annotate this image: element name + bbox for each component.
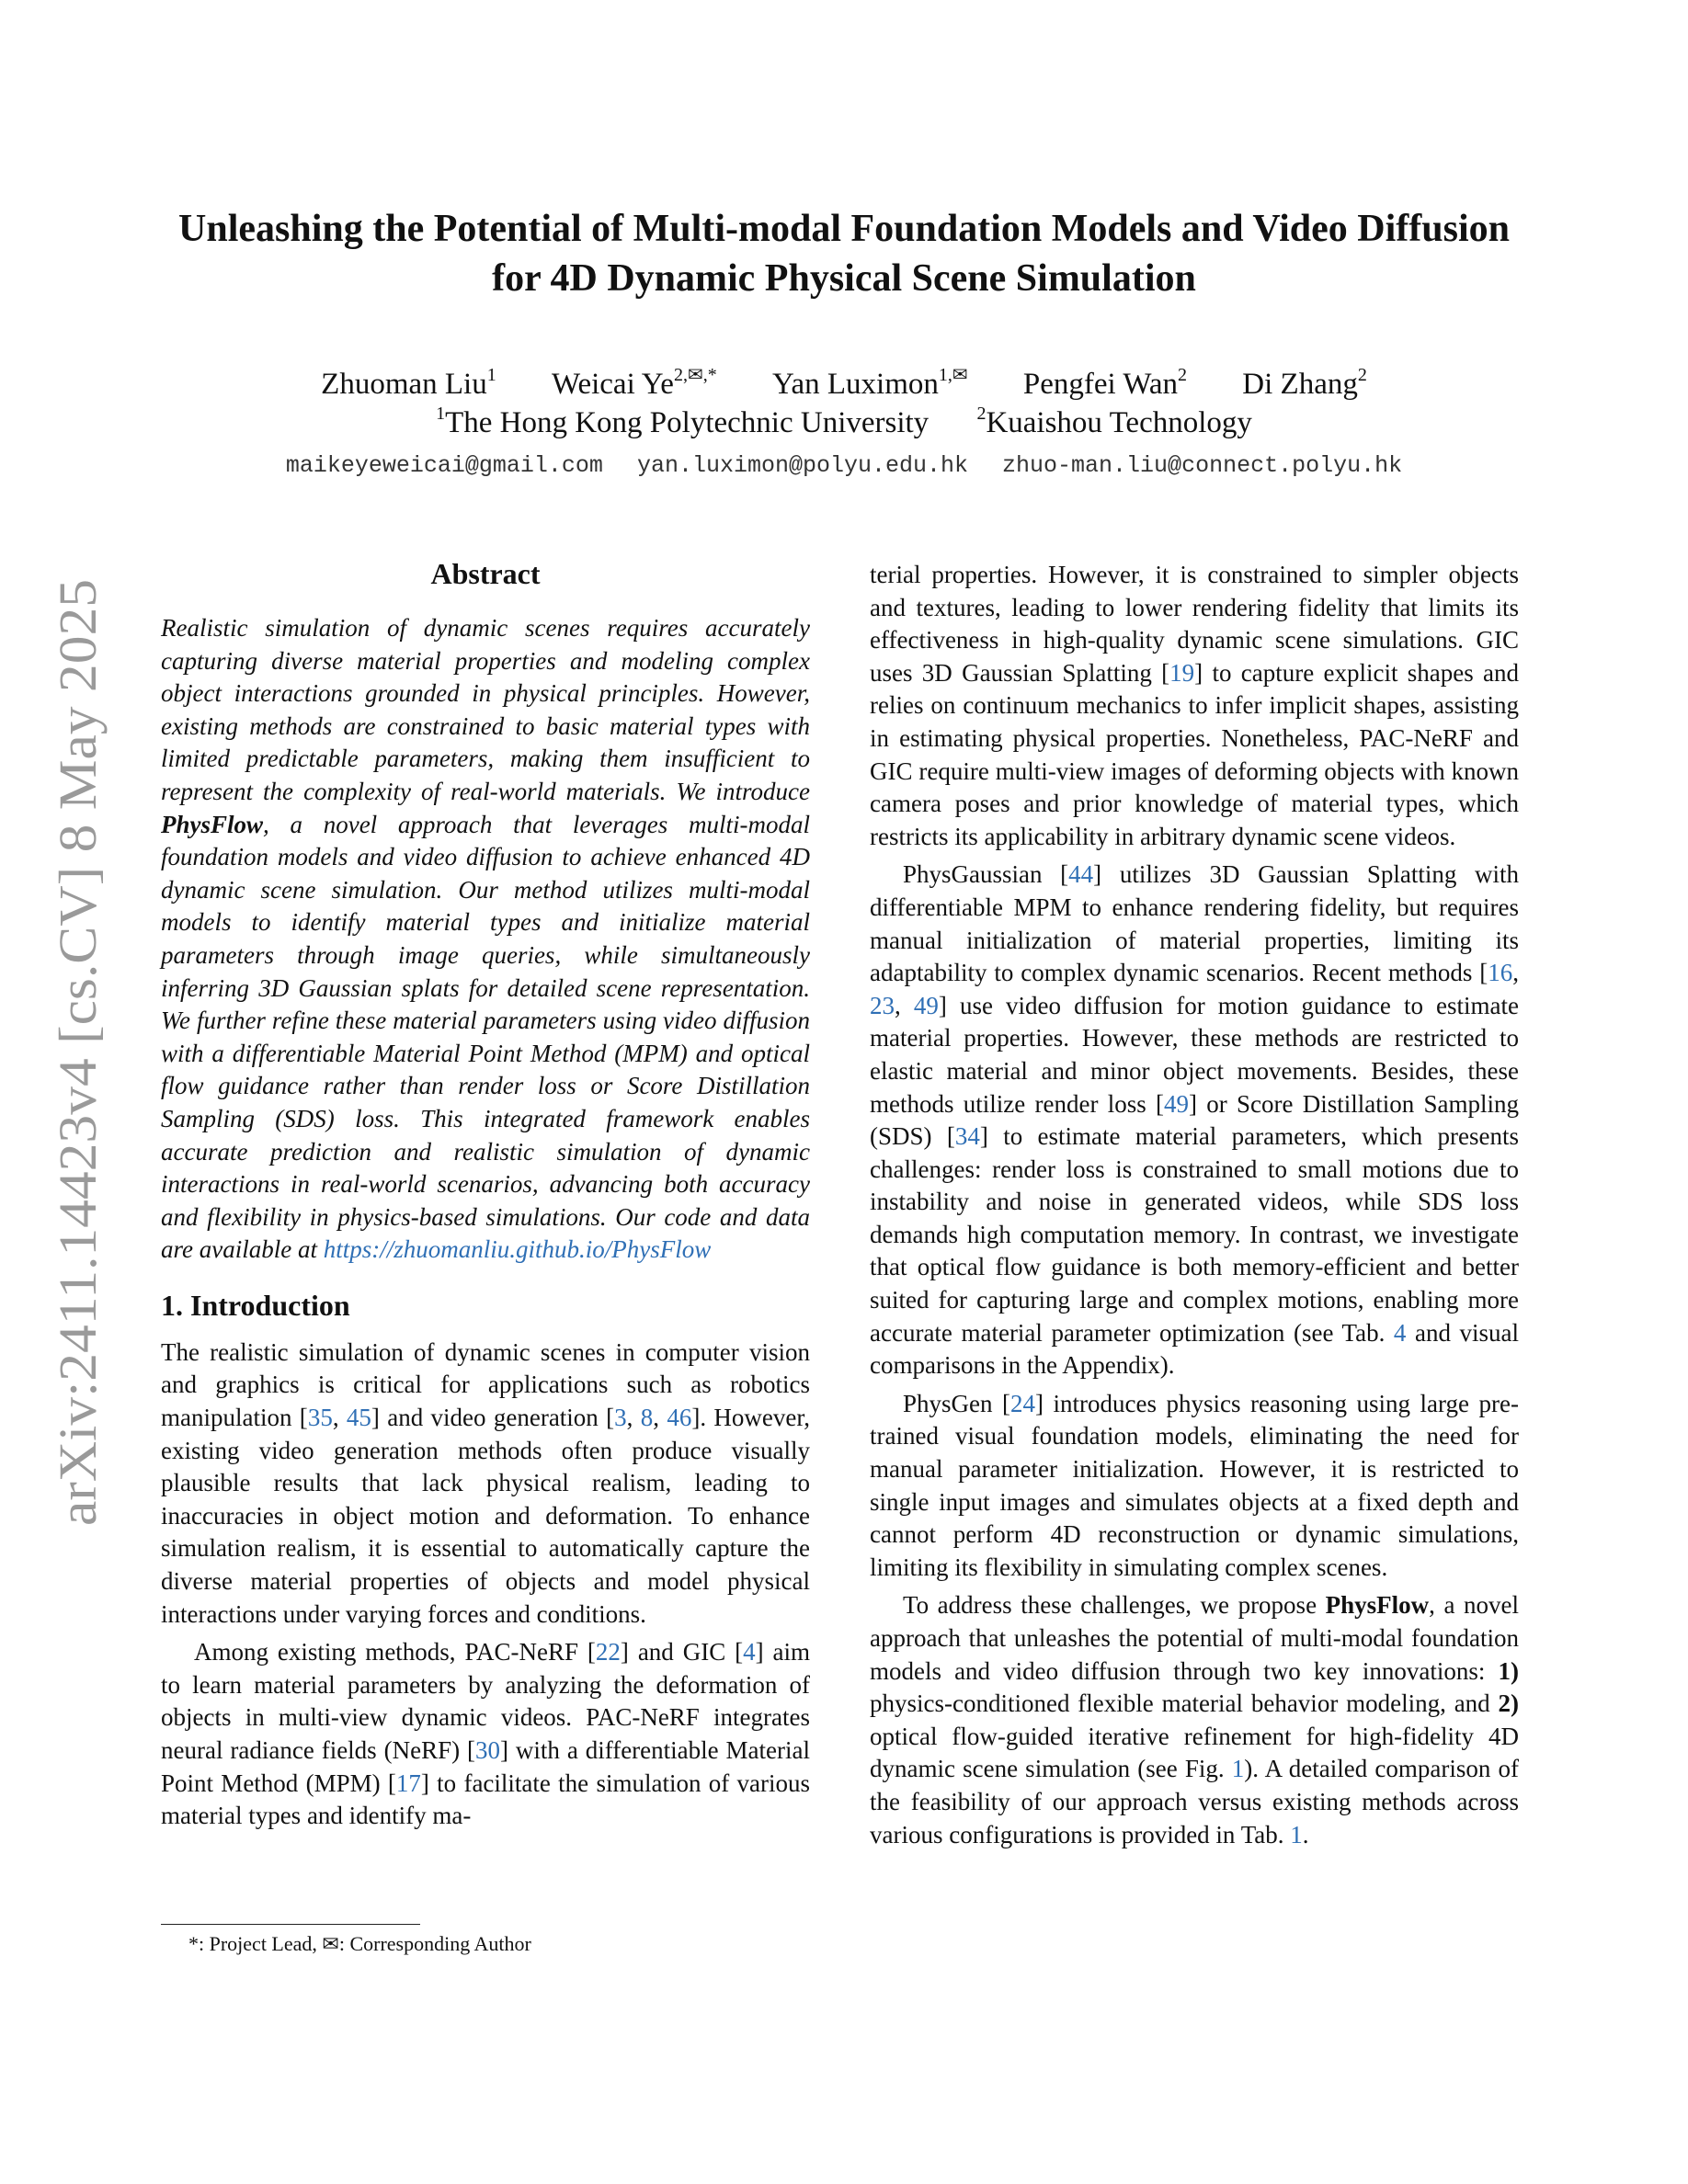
arxiv-identifier-svg bbox=[18, 570, 120, 1535]
figure-reference-link[interactable]: 1 bbox=[1231, 1755, 1245, 1783]
method-name: PhysFlow bbox=[1325, 1591, 1430, 1620]
author bbox=[551, 365, 717, 401]
author-affiliation-mark: 2 bbox=[1178, 365, 1188, 385]
author-affiliation-mark: 1 bbox=[486, 365, 496, 385]
citation-link[interactable]: 8 bbox=[640, 1404, 654, 1432]
author bbox=[321, 365, 496, 401]
method-name: PhysFlow bbox=[161, 810, 264, 838]
citation-link[interactable]: 34 bbox=[954, 1122, 980, 1151]
intro-paragraph-4: PhysGen [24] introduces physics reasoning using large pre-trained visual foundation models, eliminating the need for manual parameter initialization. However, it is restricted to single input images and simulates objects at a fixed depth and cannot perform 4D reconstruction or dynamic simulations, limiting its flexibility in simulating complex scenes. bbox=[870, 1389, 1519, 1581]
author-email[interactable]: maikeyeweicai@gmail.com bbox=[285, 452, 603, 479]
author-name: Zhuoman Liu bbox=[321, 368, 487, 401]
citation-link[interactable]: 23 bbox=[870, 991, 895, 1019]
author-affiliation-mark: 2,✉,* bbox=[673, 365, 717, 385]
author-email[interactable]: yan.luximon@polyu.edu.hk bbox=[636, 452, 969, 479]
citation-link[interactable]: 46 bbox=[667, 1404, 692, 1432]
paper-title bbox=[129, 204, 1559, 303]
email-list bbox=[129, 452, 1559, 480]
author-affiliation-mark: 2 bbox=[1357, 365, 1367, 385]
right-column bbox=[870, 559, 1519, 1851]
citation-link[interactable]: 45 bbox=[346, 1404, 371, 1432]
intro-paragraph-5: To address these challenges, we propose PhysFlow, a novel approach that unleashes the potential of multi-modal foundation models and video diffusion through two key innovations: 1) physics-conditioned flexible material behavior modeling, and 2) optical flow-guided iterative refinement for high-fidelity 4D dynamic scene simulation (see Fig. 1). A detailed comparison of the feasibility of our approach versus existing methods across various configurations is provided in Tab. 1. bbox=[870, 1591, 1519, 1848]
citation-link[interactable]: 4 bbox=[1393, 1318, 1407, 1347]
section-heading-introduction: 1. Introduction bbox=[161, 1288, 350, 1322]
left-column bbox=[161, 548, 810, 1833]
author-list bbox=[129, 366, 1559, 403]
project-link[interactable]: https://zhuomanliu.github.io/PhysFlow bbox=[323, 1235, 712, 1264]
author-affiliation-mark: 1,✉ bbox=[938, 365, 968, 385]
author-name: Pengfei Wan bbox=[1022, 368, 1179, 401]
citation-link[interactable]: 49 bbox=[1163, 1089, 1189, 1118]
citation-link[interactable]: 17 bbox=[395, 1769, 421, 1797]
title-line-2: for 4D Dynamic Physical Scene Simulation bbox=[492, 257, 1196, 300]
citation-link[interactable]: 16 bbox=[1488, 959, 1513, 987]
author bbox=[771, 365, 968, 401]
author-email[interactable]: zhuo-man.liu@connect.polyu.hk bbox=[1002, 452, 1403, 479]
affiliation bbox=[436, 406, 929, 439]
author bbox=[1022, 365, 1188, 401]
intro-paragraph-1: The realistic simulation of dynamic scenes in computer vision and graphics is critical for applications such as robotics manipulation [35, 45] and video generation [3, 8, 46]. However, existing video generation methods often produce visually plausible results that lack physical realism, leading to inaccuracies in object motion and deformation. To enhance simulation realism, it is essential to automatically capture the diverse material properties of objects and model physical interactions under varying forces and conditions. bbox=[161, 1337, 811, 1628]
abstract-heading: Abstract bbox=[430, 557, 541, 590]
affiliation-mark: 2 bbox=[976, 404, 987, 424]
intro-paragraph-2: Among existing methods, PAC-NeRF [22] and GIC [4] aim to learn material parameters by analyzing the deformation of objects in multi-view dynamic videos. PAC-NeRF integrates neural radiance fields (NeRF) [30] with a differentiable Material Point Method (MPM) [17] to facilitate the simulation of various material types and identify ma- bbox=[161, 1638, 811, 1830]
citation-link[interactable]: 22 bbox=[595, 1638, 621, 1666]
footnote: *: Project Lead, ✉: Corresponding Author bbox=[188, 1932, 531, 1955]
intro-paragraph-2-continued: ] to facilitate the simulation of various material types and identify ma- bbox=[161, 1769, 810, 1830]
intro-paragraph-3: PhysGaussian [44] utilizes 3D Gaussian Splatting with differentiable MPM to enhance rendering fidelity, but requires manual initialization of material properties, limiting its adaptability to complex dynamic scenarios. Recent methods [16, 23, 49] use video diffusion for motion guidance to estimate material properties. However, these methods are restricted to elastic material and minor object movements. Besides, these methods utilize render loss [49] or Score Distillation Sampling (SDS) [34] to estimate material parameters, which presents challenges: render loss is constrained to small motions due to instability and noise in generated videos, while SDS loss demands high computation memory. In contrast, we investigate that optical flow guidance is both memory-efficient and better suited for capturing large and complex motions, enabling more accurate material parameter optimization (see Tab. 4 and visual comparisons in the Appendix). bbox=[870, 860, 1520, 1380]
affiliation bbox=[976, 406, 1251, 439]
citation-link[interactable]: 24 bbox=[1010, 1389, 1036, 1417]
affiliation-mark: 1 bbox=[436, 404, 446, 424]
footnote-rule bbox=[161, 1924, 420, 1925]
affiliation-list bbox=[129, 404, 1559, 441]
title-line-1: Unleashing the Potential of Multi-modal Foundation Models and Video Diffusion bbox=[178, 208, 1510, 250]
affiliation-name: The Hong Kong Polytechnic University bbox=[445, 406, 930, 439]
affiliation-name: Kuaishou Technology bbox=[986, 406, 1252, 439]
citation-link[interactable]: 30 bbox=[475, 1736, 500, 1764]
citation-link[interactable]: 4 bbox=[743, 1638, 756, 1666]
author-name: Weicai Ye bbox=[551, 368, 674, 401]
citation-link[interactable]: 44 bbox=[1068, 860, 1094, 889]
citation-link[interactable]: 35 bbox=[307, 1404, 333, 1432]
citation-link[interactable]: 49 bbox=[913, 991, 939, 1019]
arxiv-identifier bbox=[18, 570, 120, 1535]
citation-link[interactable]: 3 bbox=[614, 1404, 627, 1432]
intro-paragraph-2-continuation: terial properties. However, it is constrained to simpler objects and textures, leading to lower rendering fidelity that limits its effectiveness in high-quality dynamic scene simulations. GIC uses 3D Gaussian Splatting [19] to capture explicit shapes and relies on continuum mechanics to infer implicit shapes, assisting in estimating physical properties. Nonetheless, PAC-NeRF and GIC require multi-view images of deforming objects with known camera poses and prior knowledge of material types, which restricts its applicability in arbitrary dynamic scene videos. bbox=[870, 561, 1519, 850]
abstract-text: Realistic simulation of dynamic scenes requires accurately capturing diverse material properties and modeling complex object interactions grounded in physical principles. However, existing methods are constrained to basic material types with limited predictable parameters, making them insufficient to represent the complexity of real-world materials. We introduce PhysFlow, a novel approach that leverages multi-modal foundation models and video diffusion to achieve enhanced 4D dynamic scene simulation. Our method utilizes multi-modal models to identify material types and initialize material parameters through image queries, while simultaneously inferring 3D Gaussian splats for detailed scene representation. We further refine these material parameters using video diffusion with a differentiable Material Point Method (MPM) and optical flow guidance rather than render loss or Score Distillation Sampling (SDS) loss. This integrated framework enables accurate prediction and realistic simulation of dynamic interactions in real-world scenarios, advancing both accuracy and flexibility in physics-based simulations. Our code and data are available at https://zhuomanliu.github.io/PhysFlow bbox=[161, 614, 810, 1264]
author bbox=[1242, 365, 1367, 401]
arxiv-identifier-text: arXiv:2411.14423v4 [cs.CV] 8 May 2025 bbox=[48, 633, 108, 1526]
citation-link[interactable]: 19 bbox=[1169, 658, 1195, 687]
author-name: Di Zhang bbox=[1242, 368, 1358, 401]
table-reference-link[interactable]: 1 bbox=[1290, 1820, 1303, 1848]
author-name: Yan Luximon bbox=[771, 368, 939, 401]
